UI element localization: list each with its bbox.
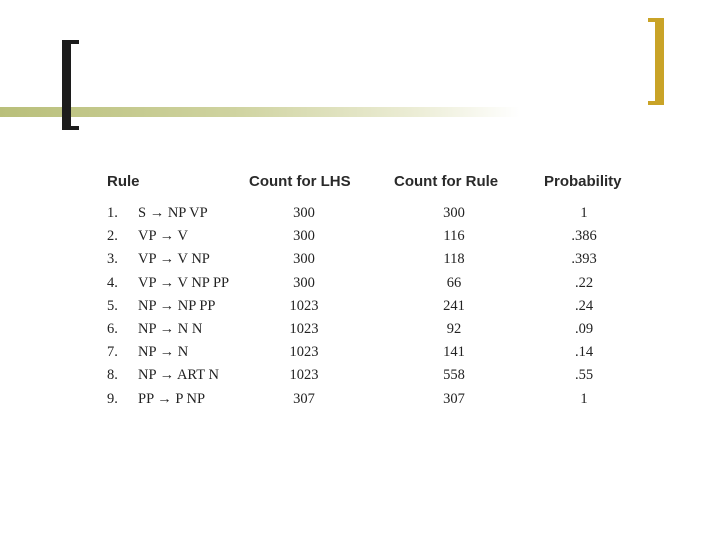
table-row (104, 205, 644, 228)
probability-cell: .09 (574, 320, 594, 337)
rule-cell: S → NP VP (138, 205, 208, 221)
table-row (104, 344, 644, 367)
grammar-rule-table (104, 170, 644, 414)
table-row (104, 251, 644, 274)
left-bracket-decoration (62, 40, 71, 130)
right-bracket-decoration (655, 18, 664, 105)
count-rule-cell: 300 (443, 205, 465, 221)
count-lhs-cell: 1023 (289, 344, 319, 361)
row-number: 8. (107, 367, 118, 384)
row-number: 6. (107, 320, 118, 337)
rule-cell: VP → V (138, 228, 188, 245)
count-lhs-cell: 300 (293, 228, 315, 245)
rule-cell: NP → NP PP (138, 297, 216, 314)
count-rule-cell: 241 (443, 297, 465, 314)
table-row (104, 275, 644, 298)
header-count-rule: Count for Rule (394, 173, 499, 190)
count-lhs-cell: 300 (293, 205, 315, 221)
count-rule-cell: 558 (443, 367, 465, 384)
rule-cell: VP → V NP PP (138, 274, 230, 291)
rule-cell: VP → V NP (138, 251, 210, 268)
rule-cell: PP → P NP (138, 390, 206, 407)
count-lhs-cell: 1023 (289, 297, 319, 314)
count-rule-cell: 141 (443, 344, 465, 361)
probability-cell: .22 (574, 274, 594, 291)
table-row (104, 228, 644, 251)
header-rule: Rule (107, 173, 140, 190)
table-row (104, 321, 644, 344)
decorative-divider-line (0, 107, 520, 117)
rule-cell: NP → N (138, 344, 189, 361)
count-rule-cell: 118 (443, 251, 465, 268)
row-number: 4. (107, 274, 118, 291)
count-rule-cell: 307 (443, 390, 465, 407)
count-lhs-cell: 300 (293, 251, 315, 268)
header-probability: Probability (544, 173, 622, 190)
header-count-lhs: Count for LHS (249, 173, 351, 190)
count-rule-cell: 92 (446, 320, 462, 337)
count-lhs-cell: 1023 (289, 320, 319, 337)
count-rule-cell: 66 (446, 274, 462, 291)
row-number: 2. (107, 228, 118, 245)
count-lhs-cell: 1023 (289, 367, 319, 384)
probability-cell: 1 (580, 390, 588, 407)
probability-cell: .24 (574, 297, 594, 314)
count-lhs-cell: 300 (293, 274, 315, 291)
count-lhs-cell: 307 (293, 390, 315, 407)
table-row (104, 298, 644, 321)
count-rule-cell: 116 (443, 228, 465, 245)
row-number: 9. (107, 390, 118, 407)
row-number: 7. (107, 344, 118, 361)
row-number: 1. (107, 205, 118, 221)
probability-cell: .55 (574, 367, 594, 384)
rule-cell: NP → ART N (138, 367, 219, 384)
table-row (104, 391, 644, 414)
probability-cell: .14 (574, 344, 594, 361)
row-number: 5. (107, 297, 118, 314)
table-body (104, 205, 644, 414)
probability-cell: .393 (571, 251, 597, 268)
rule-cell: NP → N N (138, 320, 203, 337)
table-row (104, 367, 644, 390)
table-header (104, 170, 644, 196)
row-number: 3. (107, 251, 118, 268)
probability-cell: .386 (571, 228, 597, 245)
probability-cell: 1 (580, 205, 588, 221)
